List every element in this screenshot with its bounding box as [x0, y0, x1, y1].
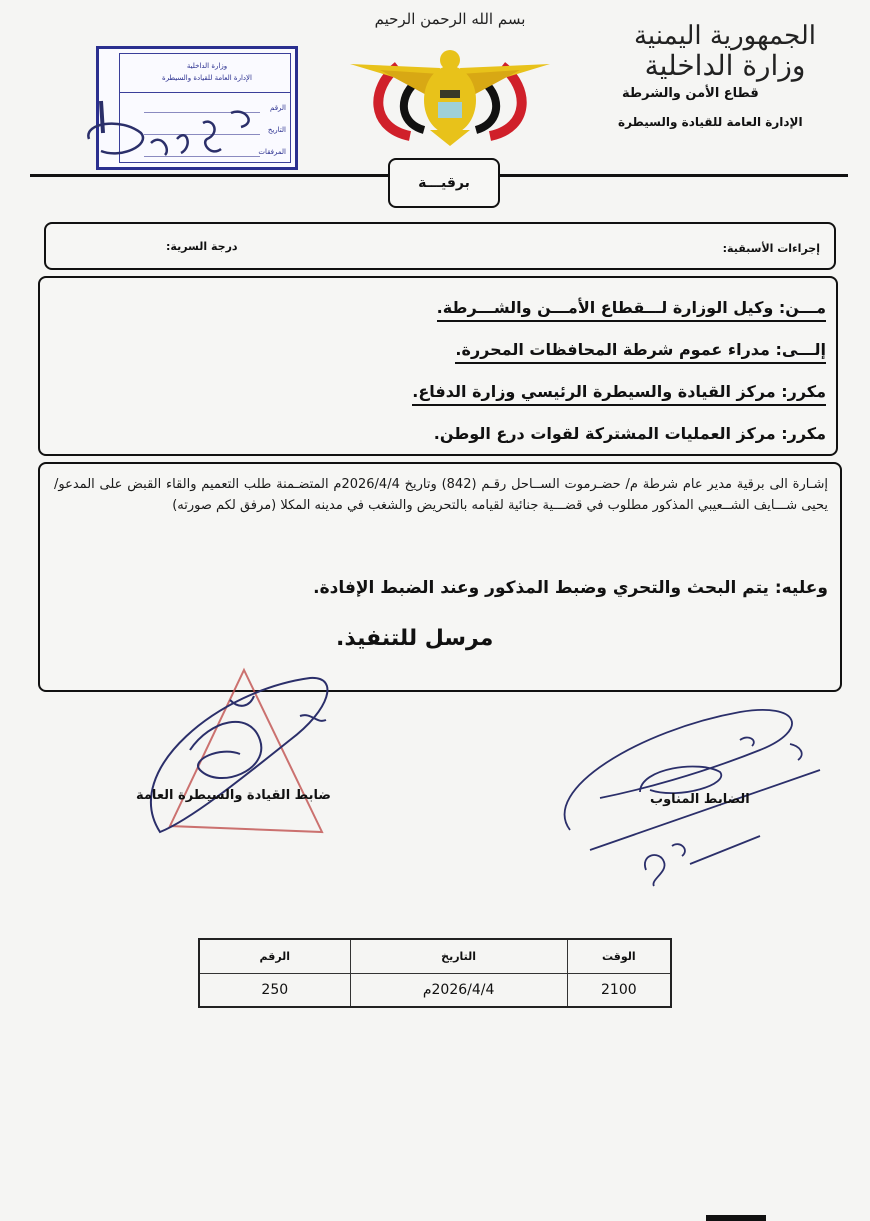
ministry-name: وزارة الداخلية — [644, 49, 806, 82]
dispatch-info-table — [198, 938, 672, 1008]
table-row — [199, 973, 671, 1007]
stamp-date-label: التاريخ — [267, 126, 286, 134]
number-value: 250 — [199, 973, 350, 1007]
signatures-icon — [0, 650, 870, 910]
number-header: الرقم — [199, 939, 350, 973]
basmala: بسم الله الرحمن الرحيم — [374, 10, 526, 28]
classification-label: درجة السرية: — [166, 240, 238, 253]
incoming-stamp — [96, 46, 298, 170]
sector-name: قطاع الأمن والشرطة — [622, 86, 759, 101]
time-value: 2100 — [567, 973, 671, 1007]
footer-mark — [706, 1215, 766, 1221]
addressing-box — [38, 276, 838, 456]
duty-officer-signature-label: الضابط المناوب — [650, 792, 750, 807]
cc-line-1: مكرر: مركز القيادة والسيطرة الرئيسي وزارة الدفاع. — [412, 382, 826, 406]
closing-statement: مرسل للتنفيذ. — [336, 626, 494, 651]
action-statement: وعليه: يتم البحث والتحري وضبط المذكور وعند الضبط الإفادة. — [313, 578, 828, 598]
to-line: إلـــى: مدراء عموم شرطة المحافظات المحررة. — [455, 340, 826, 364]
priority-label: إجراءات الأسبقية: — [722, 242, 820, 255]
republic-name: الجمهورية اليمنية — [633, 21, 817, 51]
command-officer-signature-label: ضابط القيادة والسيطرة العامة — [136, 788, 331, 803]
letterhead — [600, 22, 850, 129]
time-header: الوقت — [567, 939, 671, 973]
national-emblem-icon — [340, 38, 560, 148]
document-type-title: برقيـــة — [388, 158, 500, 208]
date-value: 2026/4/4م — [350, 973, 567, 1007]
stamp-number-label: الرقم — [270, 104, 286, 112]
date-header: التاريخ — [350, 939, 567, 973]
stamp-title: وزارة الداخلية الإدارة العامة للقيادة والسيطرة — [162, 62, 252, 82]
cc-line-2: مكرر: مركز العمليات المشتركة لقوات درع الوطن. — [433, 424, 826, 443]
stamp-attachments-label: المرفقات — [258, 148, 286, 156]
meta-box — [44, 222, 836, 270]
table-header-row — [199, 939, 671, 973]
from-line: مـــن: وكيل الوزارة لـــقطاع الأمـــن والشـــرطة. — [437, 298, 826, 322]
department-name: الإدارة العامة للقيادة والسيطرة — [618, 115, 803, 129]
message-paragraph: إشـارة الى برقية مدير عام شرطة م/ حضـرموت الســاحل رقـم (842) وتاريخ 2026/4/4م المتضـمنة طلب التعميم والقاء القبض على المدعو/ يحيى شـــايف الشــعيبي المذكور مطلوب في قضـــية جنائية لقيامه بالتحريض والشغب في مدينه المكلا (مرفق لكم صورته) — [54, 477, 828, 513]
handwritten-date-icon — [81, 93, 281, 173]
